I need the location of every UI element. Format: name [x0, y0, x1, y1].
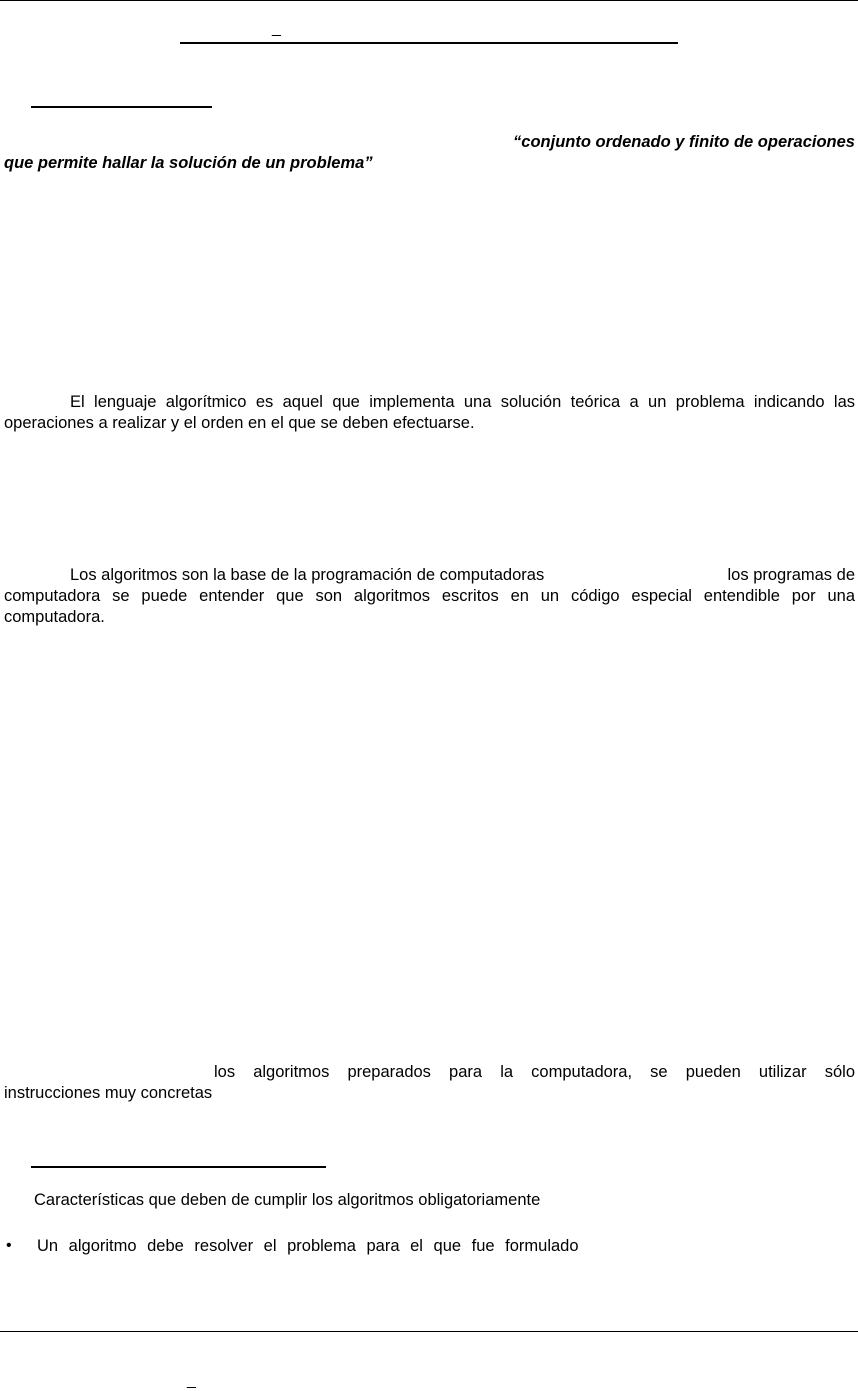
- title-underline: [180, 42, 678, 44]
- paragraph-base-line1-start: Los algoritmos son la base de la programación de computadoras: [70, 566, 545, 584]
- paragraph-instrucciones-line2: instrucciones muy concretas: [4, 1084, 213, 1102]
- paragraph-base-programacion: [4, 565, 855, 628]
- header-rule: [0, 0, 858, 1]
- definition-quote-line2: que permite hallar la solución de un problema”: [4, 154, 373, 172]
- paragraph-lenguaje-algoritmico: El lenguaje algorítmico es aquel que implementa una solución teórica a un problema indicando las operaciones a realizar y el orden en el que se deben efectuarse.: [4, 393, 855, 432]
- section-heading-underline: [31, 106, 212, 108]
- caracteristicas-heading-underline: [31, 1166, 326, 1168]
- title-dash: _: [272, 20, 281, 37]
- caracteristicas-intro: Características que deben de cumplir los algoritmos obligatoriamente: [34, 1191, 541, 1209]
- paragraph-instrucciones-line1: los algoritmos preparados para la computadora, se pueden utilizar sólo: [214, 1063, 855, 1081]
- footer-dash: _: [187, 1372, 196, 1389]
- bullet-item-1: Un algoritmo debe resolver el problema para el que fue formulado: [37, 1237, 579, 1255]
- footer-rule: [0, 1331, 858, 1332]
- bullet-symbol: •: [6, 1237, 12, 1254]
- definition-quote-line1: “conjunto ordenado y finito de operaciones: [513, 133, 855, 151]
- paragraph-base-line1-end: los programas de: [727, 566, 855, 584]
- paragraph-base-rest: computadora se puede entender que son algoritmos escritos en un código especial entendible por una computadora.: [4, 587, 855, 626]
- paragraph-instrucciones: [4, 1062, 855, 1104]
- definition-quote: [4, 132, 855, 174]
